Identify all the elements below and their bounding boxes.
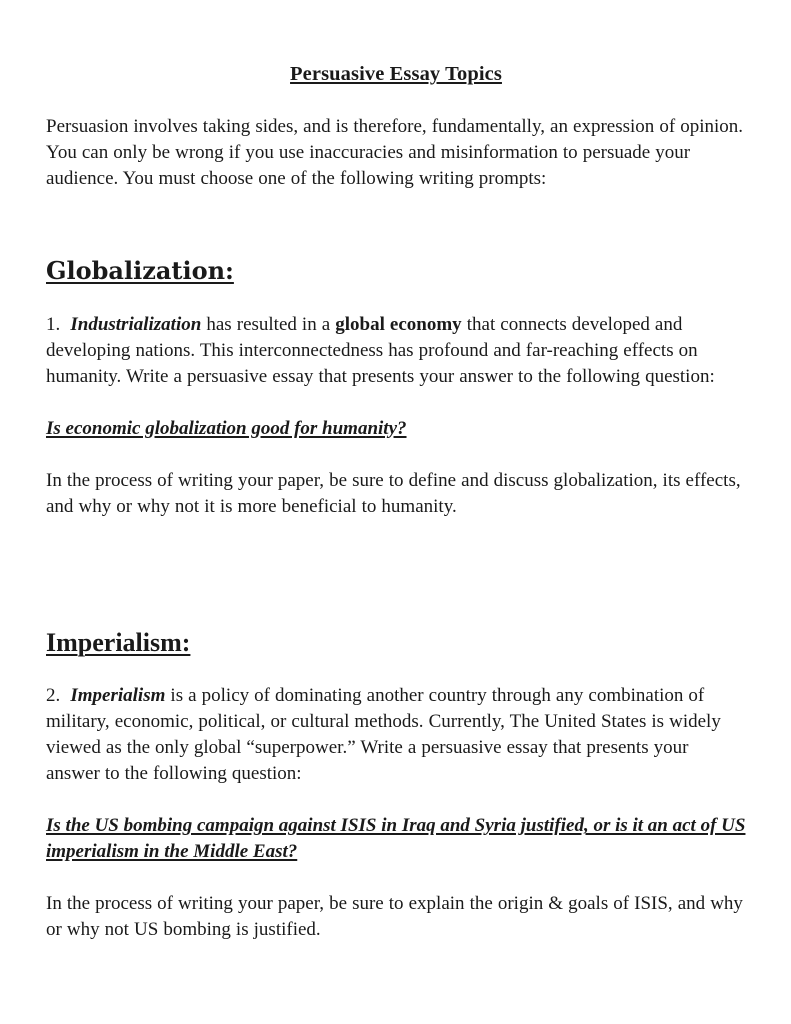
section-heading-imperialism [46, 628, 746, 658]
instructions-globalization: In the process of writing your paper, be sure to define and discuss globalization, its effects, and why or why not it is more beneficial to humanity. [46, 469, 741, 517]
lead-term-imperialism: Imperialism [70, 685, 166, 707]
prompt-question-imperialism-text: Is the US bombing campaign against ISIS in Iraq and Syria justified, or is it an act of US imperialism in the Middle East? [46, 815, 746, 863]
page-title-text: Persuasive Essay Topics [290, 63, 502, 85]
globalization-body-part-1: has resulted in a [201, 313, 336, 335]
section-imperialism [46, 628, 746, 944]
section-heading-globalization-text: Globalization: [46, 255, 234, 285]
imperialism-body-part-1: is a policy of dominating another country through any combination of military, economic, political, or cultural methods. Currently, The United States is widely viewed as the only global “superpower.” Write a persuasive essay that presents your answer to the following question: [46, 685, 721, 785]
item-number-1: 1. [46, 313, 61, 335]
prompt-question-globalization-text: Is economic globalization good for humanity? [46, 417, 407, 439]
emphasis-term-global-economy: global economy [335, 313, 462, 335]
document-content [46, 62, 746, 943]
prompt-question-imperialism [46, 813, 746, 865]
spacer-before-globalization [46, 218, 746, 256]
instructions-imperialism: In the process of writing your paper, be sure to explain the origin & goals of ISIS, and why or why not US bombing is justified. [46, 893, 743, 941]
spacer-after-globalization-heading [46, 286, 746, 312]
globalization-body-part-2: that connects developed and developing nations. This interconnectedness has profound and far-reaching effects on humanity. Write a persuasive essay that presents your answer to the following question: [46, 313, 715, 387]
item-number-2: 2. [46, 685, 61, 707]
item-number-1-space [60, 314, 70, 335]
spacer-after-imperialism-heading [46, 657, 746, 683]
prompt-question-globalization [46, 416, 746, 442]
item-number-2-space [60, 685, 70, 706]
section-heading-globalization [46, 256, 746, 286]
prompt-body-imperialism [46, 683, 746, 787]
intro-paragraph: Persuasion involves taking sides, and is therefore, fundamentally, an expression of opinion. You can only be wrong if you use inaccuracies and misinformation to persuade your audience. You must choose one of the following writing prompts: [46, 115, 744, 189]
lead-term-industrialization: Industrialization [70, 313, 202, 335]
spacer-before-imperialism [46, 546, 746, 628]
section-globalization [46, 256, 746, 520]
prompt-body-globalization [46, 312, 746, 390]
section-heading-imperialism-text: Imperialism: [46, 627, 191, 657]
page-title [46, 62, 746, 88]
